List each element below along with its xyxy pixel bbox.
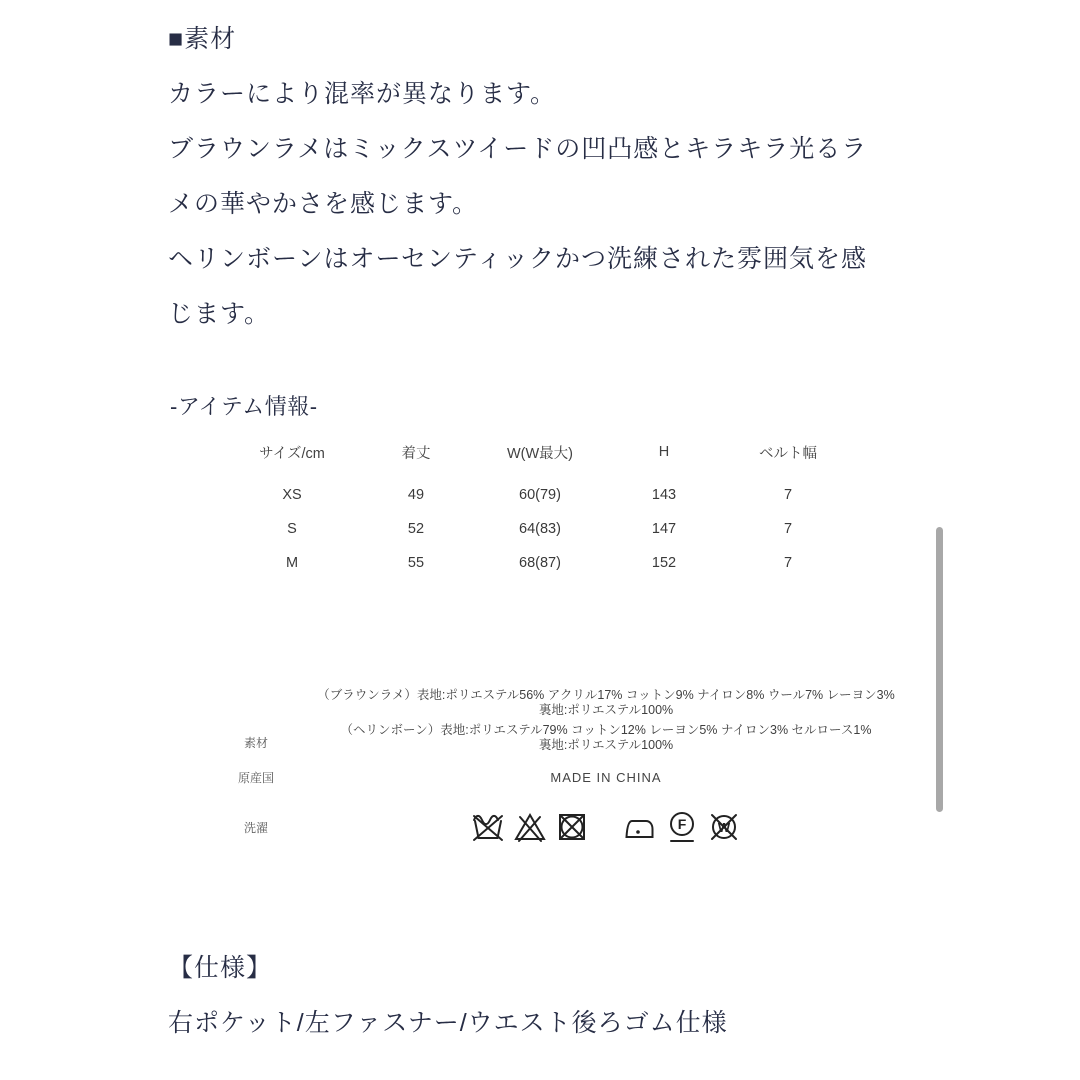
material-row	[230, 688, 930, 753]
col-header-length: 着丈	[401, 445, 431, 462]
svg-text:F: F	[677, 816, 687, 832]
wash-label: 洗濯	[243, 820, 268, 835]
table-row	[230, 512, 850, 546]
material-line: （ヘリンボーン）表地:ポリエステル79% コットン12% レーヨン5% ナイロン3% セルロース1%	[340, 723, 872, 737]
col-header-size: サイズ/cm	[259, 445, 325, 462]
cell-size: M	[285, 555, 299, 571]
cell-length: 49	[407, 487, 425, 503]
description-line: メの華やかさを感じます。	[168, 190, 479, 218]
care-icons-row	[282, 808, 930, 846]
cell-hip: 152	[651, 555, 677, 571]
col-header-hip: H	[658, 444, 670, 460]
iron-low-icon	[622, 808, 658, 846]
cell-waist: 64(83)	[519, 521, 561, 537]
size-table-header-row	[230, 438, 850, 466]
cell-size: XS	[282, 487, 302, 503]
material-line: 裏地:ポリエステル100%	[538, 738, 674, 752]
item-info-heading: -アイテム情報-	[170, 394, 318, 419]
origin-value: MADE IN CHINA	[550, 770, 662, 785]
cell-belt: 7	[783, 555, 793, 571]
spec-text: 右ポケット/左ファスナー/ウエスト後ろゴム仕様	[168, 1009, 728, 1037]
cell-waist: 60(79)	[519, 487, 561, 503]
cell-hip: 143	[651, 487, 677, 503]
dry-clean-f-gentle-icon	[664, 808, 700, 846]
cell-waist: 68(87)	[519, 555, 561, 571]
material-label: 素材	[243, 736, 268, 750]
cell-belt: 7	[783, 487, 793, 503]
table-row	[230, 478, 850, 512]
do-not-wet-clean-icon	[706, 808, 742, 846]
cell-size: S	[287, 521, 297, 537]
material-line: （ブラウンラメ）表地:ポリエステル56% アクリル17% コットン9% ナイロン8% ウール7% レーヨン3%	[317, 688, 895, 702]
scrollbar-thumb[interactable]	[936, 527, 943, 812]
wash-row	[230, 808, 930, 846]
material-heading: ■素材	[168, 25, 237, 53]
origin-label: 原産国	[237, 771, 274, 785]
origin-row	[230, 769, 930, 786]
description-line: じます。	[168, 300, 271, 328]
description-line: ヘリンボーンはオーセンティックかつ洗練された雰囲気を感	[168, 245, 868, 273]
svg-text:W: W	[717, 820, 731, 835]
description-line: カラーにより混率が異なります。	[168, 80, 557, 108]
cell-belt: 7	[783, 521, 793, 537]
col-header-belt: ベルト幅	[759, 445, 817, 462]
material-description	[168, 12, 867, 342]
do-not-tumble-dry-icon	[554, 808, 590, 846]
item-details	[230, 688, 930, 846]
cell-length: 55	[407, 555, 425, 571]
size-table	[230, 438, 850, 580]
do-not-bleach-icon	[512, 808, 548, 846]
spec-section	[168, 941, 728, 1051]
spec-heading: 【仕様】	[168, 954, 273, 982]
table-row	[230, 546, 850, 580]
cell-length: 52	[407, 521, 425, 537]
do-not-wash-icon	[470, 808, 506, 846]
material-content	[282, 688, 930, 753]
material-line: 裏地:ポリエステル100%	[538, 703, 674, 717]
description-line: ブラウンラメはミックスツイードの凹凸感とキラキラ光るラ	[168, 135, 868, 163]
col-header-waist: W(W最大)	[506, 445, 574, 462]
cell-hip: 147	[651, 521, 677, 537]
